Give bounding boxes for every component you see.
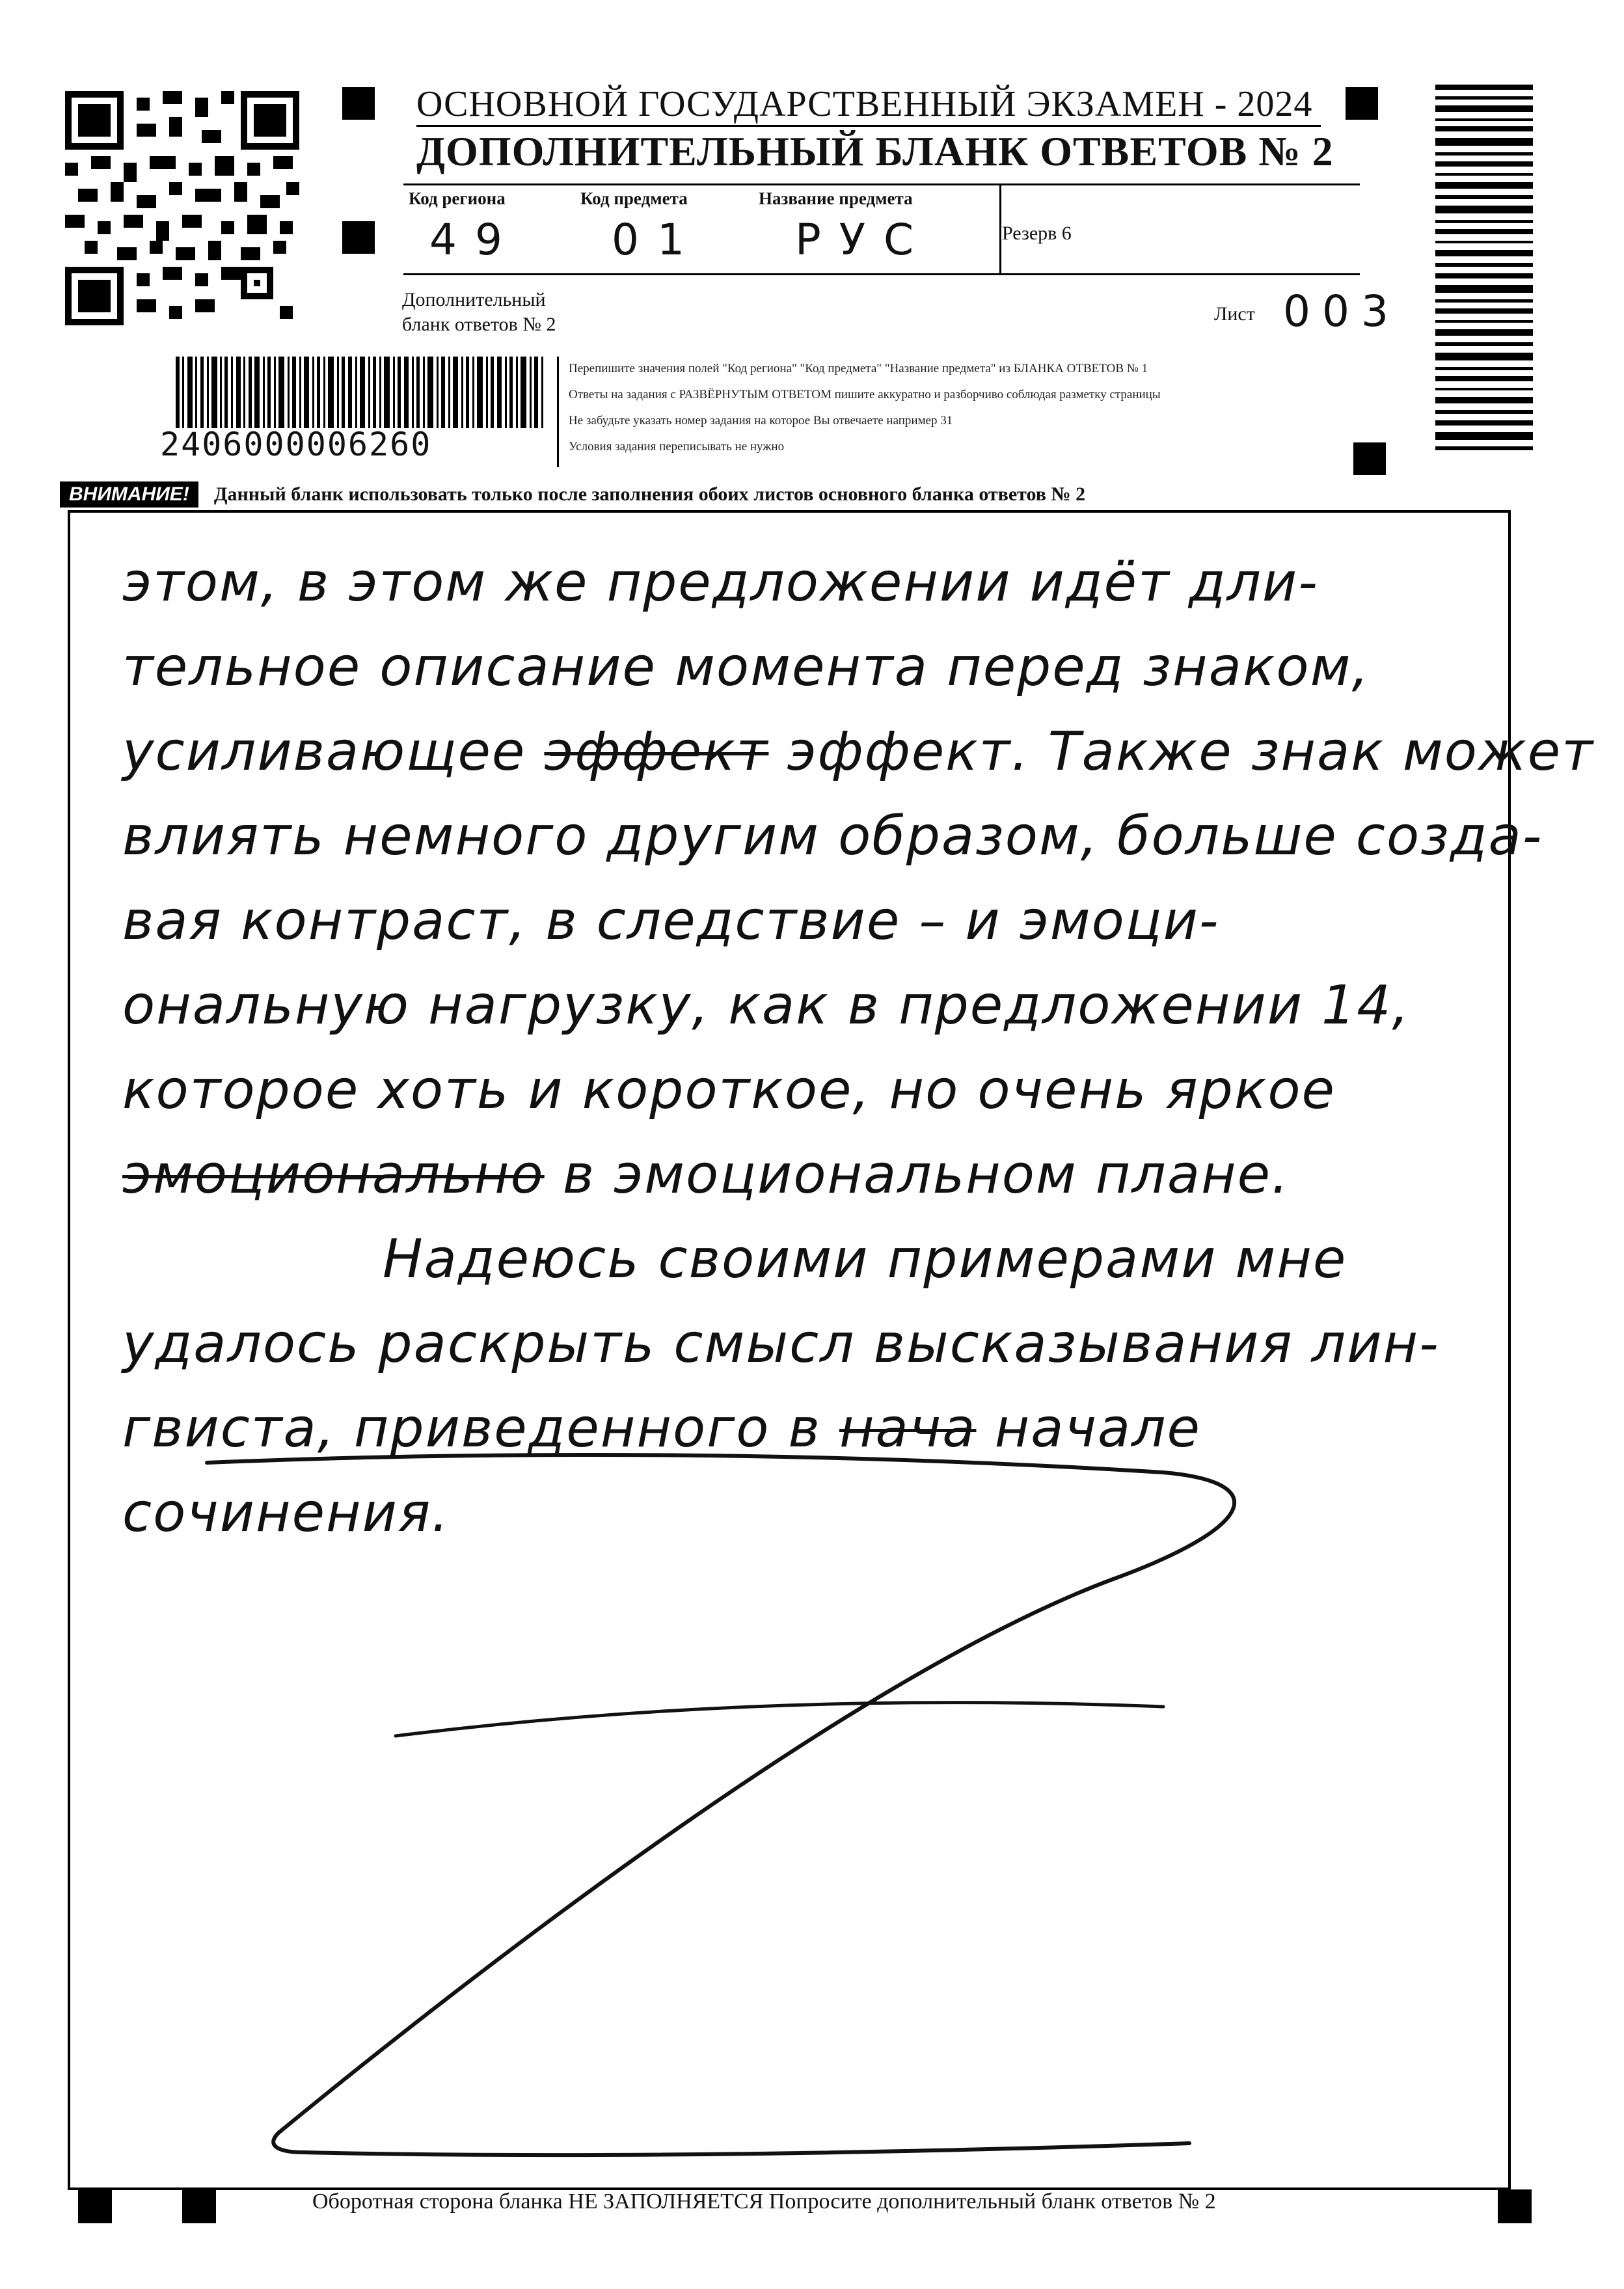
instruction-line-4: Условия задания переписывать не нужно xyxy=(569,440,785,454)
qr-code xyxy=(65,91,299,325)
footer-note: Оборотная сторона бланка НЕ ЗАПОЛНЯЕТСЯ Попросите дополнительный бланк ответов № 2 xyxy=(312,2189,1216,2214)
answer-line-11-end: начале xyxy=(994,1398,1201,1459)
subject-code-value: 01 xyxy=(612,215,703,265)
alignment-marker-bottom-left-2 xyxy=(182,2189,216,2223)
answer-line-3-start: усиливающее xyxy=(122,721,526,783)
subject-code-label: Код предмета xyxy=(580,189,688,208)
alignment-marker-bottom-right xyxy=(1498,2189,1532,2223)
alignment-marker-mid-right xyxy=(1353,442,1386,475)
answer-line-9: Надеюсь своими примерами мне xyxy=(383,1228,1347,1290)
form-title: ДОПОЛНИТЕЛЬНЫЙ БЛАНК ОТВЕТОВ № 2 xyxy=(416,128,1334,174)
reserve-label: Резерв 6 xyxy=(1002,223,1072,244)
alignment-marker-top-right xyxy=(1346,87,1378,120)
exam-title: ОСНОВНОЙ ГОСУДАРСТВЕННЫЙ ЭКЗАМЕН - 2024 xyxy=(416,84,1313,124)
struck-word-emotional: эмоционально xyxy=(122,1144,545,1206)
extra-form-label-line2: бланк ответов № 2 xyxy=(402,314,556,335)
alignment-marker-mid-left xyxy=(342,221,375,254)
subject-name-value: РУС xyxy=(795,215,932,265)
answer-line-1: этом, в этом же предложении идёт дли- xyxy=(122,552,1319,614)
fields-divider xyxy=(999,183,1001,275)
answer-line-12: сочинения. xyxy=(122,1482,450,1544)
region-code-value: 49 xyxy=(429,215,521,265)
answer-line-11-start: гвиста, приведенного в xyxy=(122,1398,821,1459)
barcode-divider xyxy=(557,357,559,467)
answer-line-4: влиять немного другим образом, больше созда- xyxy=(122,806,1543,867)
warning-bar xyxy=(60,481,1085,508)
barcode-number: 2406000006260 xyxy=(160,426,432,463)
fields-top-line xyxy=(403,183,1360,185)
region-code-label: Код региона xyxy=(409,189,506,208)
form-barcode xyxy=(176,357,547,428)
warning-text: Данный бланк использовать только после заполнения обоих листов основного бланка ответов № 2 xyxy=(213,483,1086,505)
sheet-number-value: 003 xyxy=(1283,286,1400,336)
instruction-line-3: Не забудьте указать номер задания на которое Вы отвечаете например 31 xyxy=(569,414,953,427)
extra-form-label-line1: Дополнительный xyxy=(402,289,546,310)
alignment-marker-bottom-left-1 xyxy=(78,2189,112,2223)
subject-name-label: Название предмета xyxy=(759,189,913,208)
alignment-marker-top-left xyxy=(342,87,375,120)
struck-word-effect: эффект xyxy=(544,721,769,783)
sheet-label: Лист xyxy=(1214,303,1255,325)
answer-line-2: тельное описание момента перед знаком, xyxy=(122,636,1370,698)
answer-line-5: вая контраст, в следствие – и эмоци- xyxy=(122,890,1220,952)
answer-line-10: удалось раскрыть смысл высказывания лин- xyxy=(122,1313,1440,1375)
answer-line-7: которое хоть и короткое, но очень яркое xyxy=(122,1059,1336,1121)
warning-badge: ВНИМАНИЕ! xyxy=(60,481,198,508)
struck-word-begin: нача xyxy=(839,1398,977,1459)
answer-line-3-end: эффект. Также знак может xyxy=(787,721,1594,783)
instruction-line-2: Ответы на задания с РАЗВЁРНУТЫМ ОТВЕТОМ пишите аккуратно и разборчиво соблюдая разметку страницы xyxy=(569,388,1161,401)
fields-bottom-line xyxy=(403,273,1360,275)
answer-line-6: ональную нагрузку, как в предложении 14, xyxy=(122,975,1411,1036)
title-underline xyxy=(416,125,1321,127)
blank-space-z-mark xyxy=(70,513,1508,2187)
instruction-line-1: Перепишите значения полей "Код региона" "Код предмета" "Название предмета" из БЛАНКА ОТВЕТОВ № 1 xyxy=(569,362,1148,375)
answer-line-8-end: в эмоциональном плане. xyxy=(562,1144,1290,1206)
answer-area xyxy=(68,510,1594,2190)
side-barcode xyxy=(1435,85,1533,462)
